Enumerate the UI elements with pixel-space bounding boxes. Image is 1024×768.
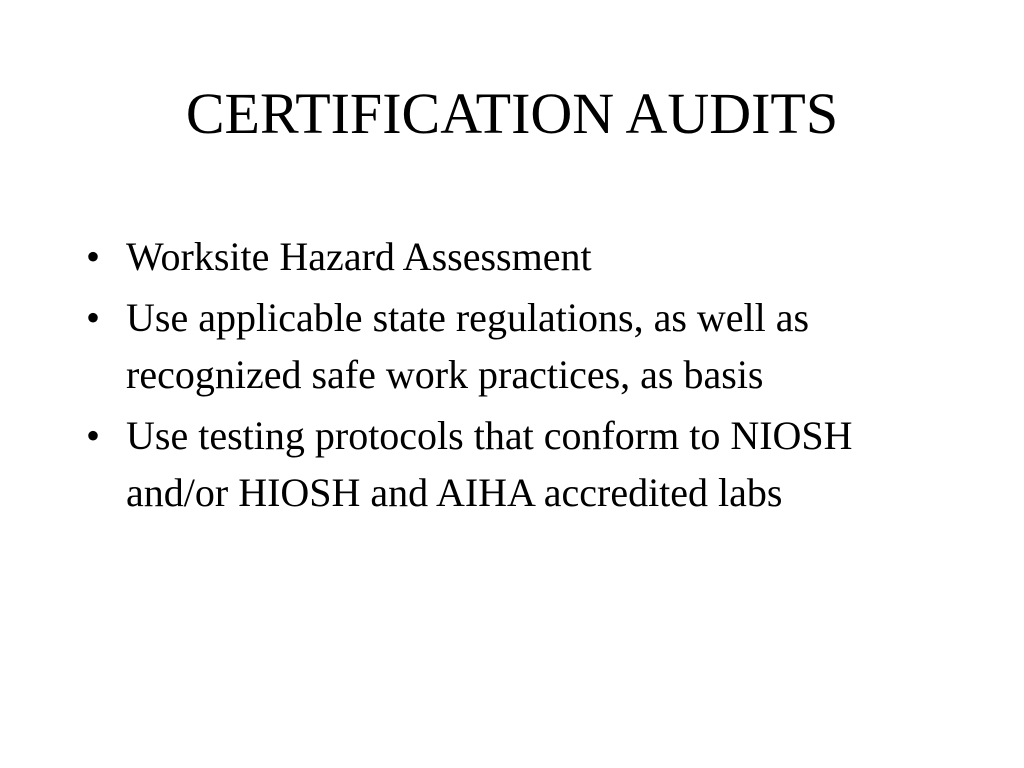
bullet-text: Use applicable state regulations, as well as recognized safe work practices, as basis xyxy=(126,295,810,397)
bullet-icon: • xyxy=(86,413,101,458)
bullet-text: Worksite Hazard Assessment xyxy=(126,234,592,279)
bullet-item xyxy=(86,289,946,403)
bullet-text: Use testing protocols that conform to NIOSH and/or HIOSH and AIHA accredited labs xyxy=(126,413,853,515)
bullet-icon: • xyxy=(86,295,101,340)
bullet-item xyxy=(86,407,946,521)
bullet-item xyxy=(86,228,946,285)
bullet-icon: • xyxy=(86,234,101,279)
bullet-list xyxy=(86,228,946,525)
slide-title: CERTIFICATION AUDITS xyxy=(185,81,839,146)
